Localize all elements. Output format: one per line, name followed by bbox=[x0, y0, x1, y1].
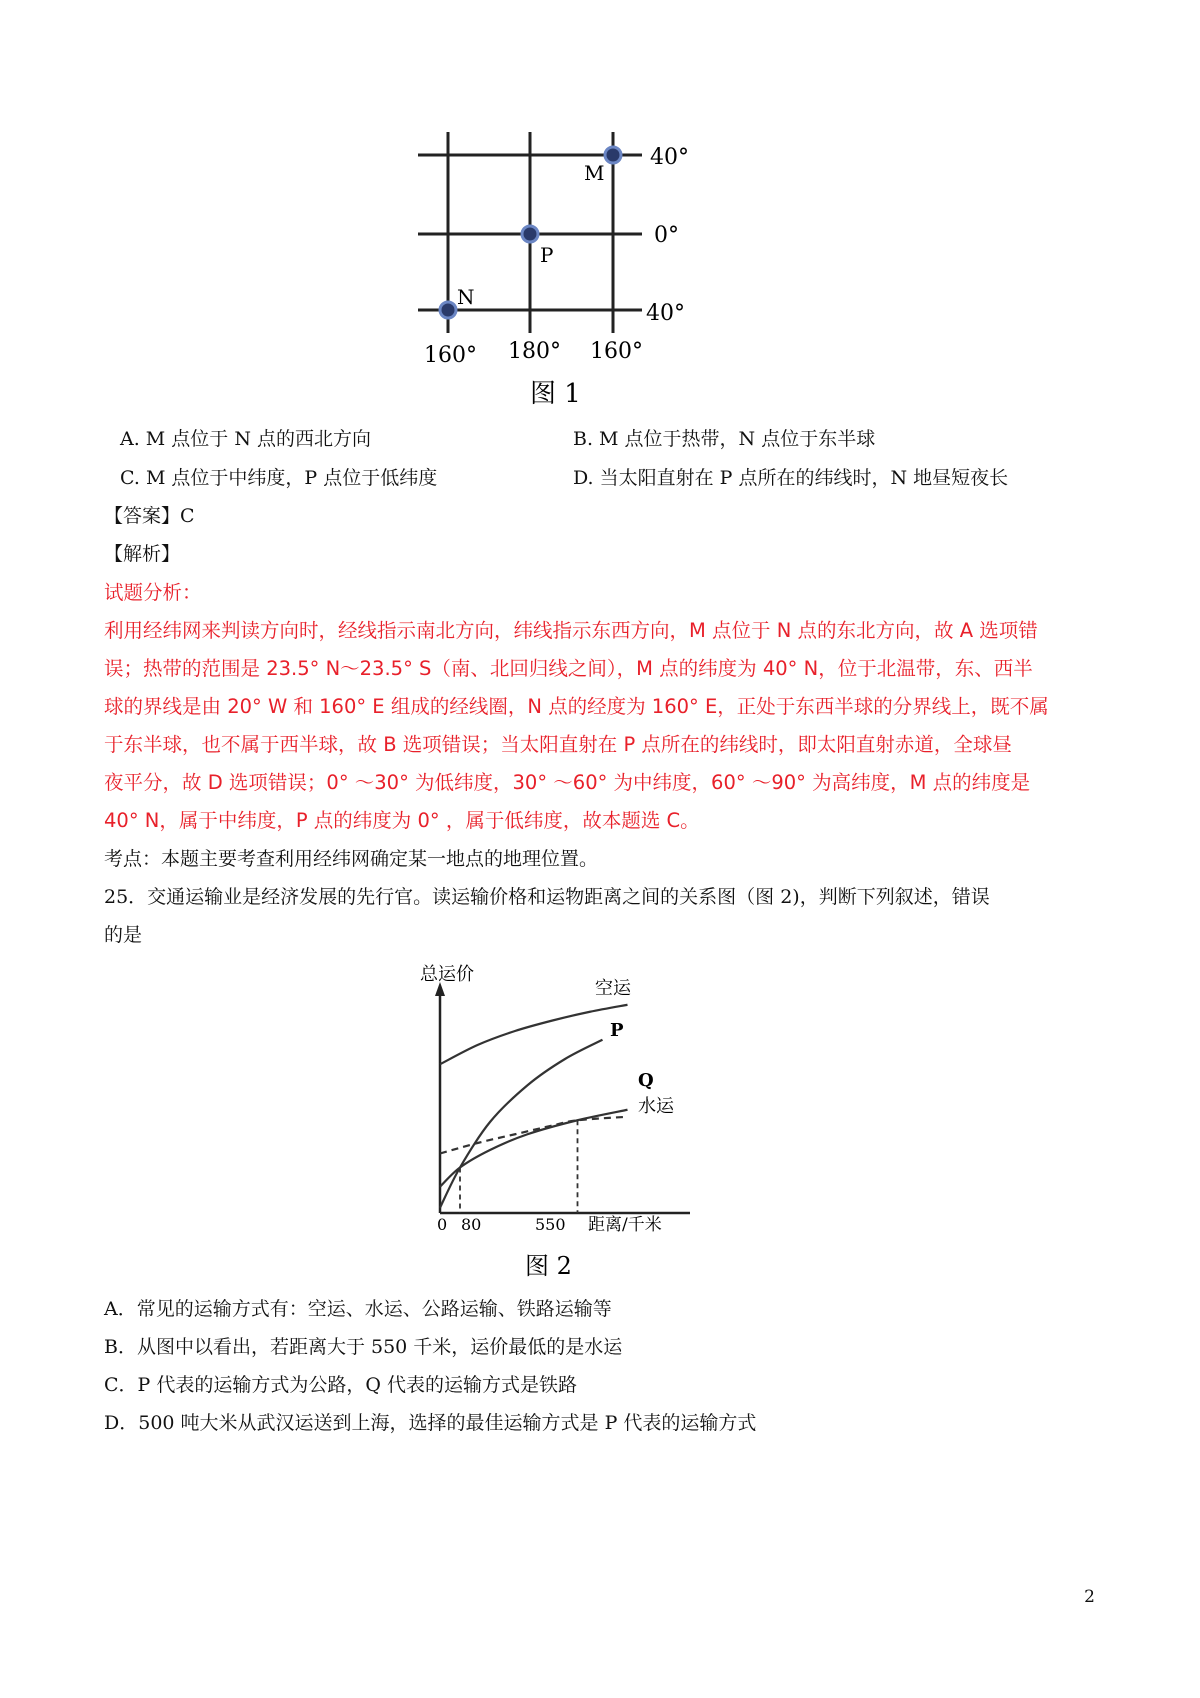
series-label-p: P bbox=[610, 1020, 624, 1041]
lon-label-center: 180° bbox=[508, 339, 561, 364]
figure-1 bbox=[410, 128, 710, 420]
point-m-label: M bbox=[584, 161, 605, 185]
analysis-title: 试题分析： bbox=[104, 581, 202, 604]
point-n-marker bbox=[440, 302, 456, 318]
figure-2 bbox=[410, 958, 700, 1280]
lon-label-right: 160° bbox=[590, 339, 643, 364]
q25-option-c: C．P 代表的运输方式为公路，Q 代表的运输方式是铁路 bbox=[104, 1374, 577, 1396]
lat-lon-grid bbox=[410, 128, 710, 420]
point-n-label: N bbox=[457, 285, 475, 309]
q24-answer: 【答案】C bbox=[104, 505, 195, 527]
series-label-air: 空运 bbox=[595, 978, 631, 999]
transport-cost-chart bbox=[410, 958, 700, 1280]
kaodian-note: 考点：本题主要考查利用经纬网确定某一地点的地理位置。 bbox=[104, 848, 599, 870]
x-tick-label: 0 bbox=[437, 1215, 448, 1234]
q24-analysis-header: 【解析】 bbox=[104, 543, 181, 565]
point-p-label: P bbox=[540, 243, 554, 267]
q25-stem-line1: 25．交通运输业是经济发展的先行官。读运输价格和运物距离之间的关系图（图 2)，判断下列叙述，错误 bbox=[104, 886, 990, 908]
series-line-q bbox=[440, 1110, 628, 1187]
point-m-marker bbox=[605, 147, 621, 163]
analysis-line: 夜平分，故 D 选项错误；0° ～30° 为低纬度，30° ～60° 为中纬度，60° ～90° 为高纬度，M 点的纬度是 bbox=[104, 771, 1031, 794]
figure-1-caption: 图 1 bbox=[530, 379, 581, 409]
q24-option-a: A. M 点位于 N 点的西北方向 bbox=[120, 428, 371, 450]
q25-option-d: D．500 吨大米从武汉运送到上海，选择的最佳运输方式是 P 代表的运输方式 bbox=[104, 1412, 757, 1434]
series-line-air bbox=[440, 1005, 628, 1065]
q24-option-c: C. M 点位于中纬度，P 点位于低纬度 bbox=[120, 467, 438, 489]
series-label-q: Q bbox=[638, 1070, 654, 1091]
x-tick-label: 80 bbox=[461, 1215, 482, 1234]
lat-label-equator: 0° bbox=[654, 223, 679, 248]
page-number: 2 bbox=[1084, 1587, 1095, 1607]
analysis-line: 利用经纬网来判读方向时，经线指示南北方向，纬线指示东西方向，M 点位于 N 点的东北方向，故 A 选项错 bbox=[104, 619, 1038, 642]
q25-option-b: B．从图中以看出，若距离大于 550 千米，运价最低的是水运 bbox=[104, 1336, 623, 1358]
q24-option-d: D. 当太阳直射在 P 点所在的纬线时，N 地昼短夜长 bbox=[573, 467, 1009, 489]
x-axis-label: 距离/千米 bbox=[588, 1215, 662, 1235]
analysis-line: 误；热带的范围是 23.5° N～23.5° S（南、北回归线之间），M 点的纬度为 40° N，位于北温带，东、西半 bbox=[104, 657, 1033, 680]
figure-2-caption: 图 2 bbox=[525, 1252, 572, 1280]
q25-stem-line2: 的是 bbox=[104, 924, 143, 946]
x-tick-label: 550 bbox=[535, 1215, 566, 1234]
analysis-line: 40° N，属于中纬度，P 点的纬度为 0° ，属于低纬度，故本题选 C。 bbox=[104, 809, 700, 832]
analysis-line: 球的界线是由 20° W 和 160° E 组成的经线圈，N 点的经度为 160° E，正处于东西半球的分界线上，既不属 bbox=[104, 695, 1049, 718]
analysis-line: 于东半球，也不属于西半球，故 B 选项错误；当太阳直射在 P 点所在的纬线时，即太阳直射赤道，全球昼 bbox=[104, 733, 1012, 756]
lat-label-south: 40° bbox=[646, 301, 685, 326]
lat-label-north: 40° bbox=[650, 145, 689, 170]
q25-option-a: A．常见的运输方式有：空运、水运、公路运输、铁路运输等 bbox=[104, 1298, 612, 1320]
point-p-marker bbox=[522, 226, 538, 242]
y-axis-label: 总运价 bbox=[420, 964, 474, 985]
series-label-water: 水运 bbox=[638, 1096, 674, 1117]
q24-option-b: B. M 点位于热带，N 点位于东半球 bbox=[573, 428, 876, 450]
lon-label-left: 160° bbox=[424, 343, 477, 368]
series-line-water bbox=[440, 1117, 628, 1154]
